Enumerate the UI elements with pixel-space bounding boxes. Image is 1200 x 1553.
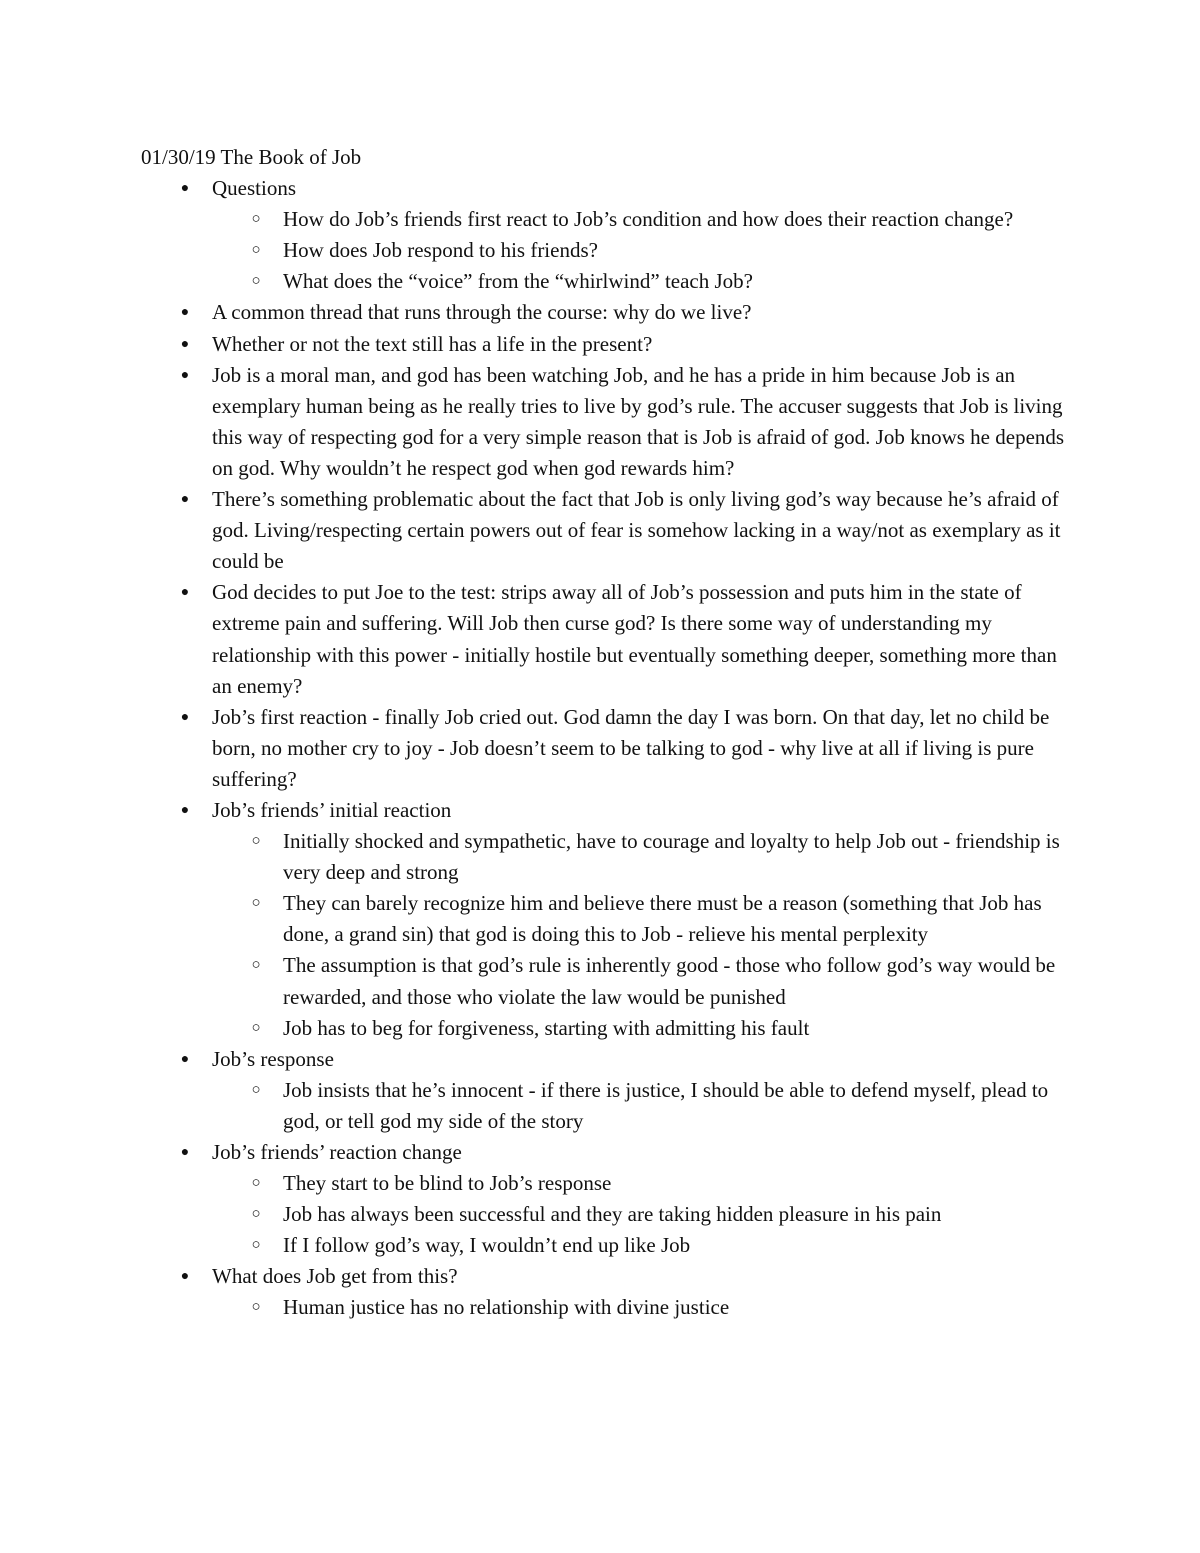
sub-outline-item xyxy=(141,1013,1071,1044)
outline-item-text: Job’s friends’ reaction change xyxy=(212,1140,462,1164)
sub-outline-item xyxy=(141,888,1071,950)
hollow-bullet-icon: ○ xyxy=(251,1175,261,1192)
sub-outline-item-text: The assumption is that god’s rule is inherently good - those who follow god’s way would be rewarded, and those who violate the law would be punished xyxy=(283,953,1056,1009)
sub-outline-item-text: What does the “voice” from the “whirlwind” teach Job? xyxy=(283,269,753,294)
sub-outline-item xyxy=(141,1075,1071,1137)
outline-item-text: A common thread that runs through the course: why do we live? xyxy=(212,300,752,325)
bullet-icon: ● xyxy=(180,305,190,321)
hollow-bullet-icon: ○ xyxy=(251,895,261,912)
sub-outline-item xyxy=(141,235,1071,266)
outline-item-text: Whether or not the text still has a life in the present? xyxy=(212,331,653,356)
outline-item xyxy=(141,1261,1071,1323)
sub-outline-item-text: Initially shocked and sympathetic, have to courage and loyalty to help Job out - friendship is very deep and strong xyxy=(283,829,1060,885)
outline-list xyxy=(141,173,1071,1323)
outline-item-text: Job is a moral man, and god has been watching Job, and he has a pride in him because Job is an exemplary human being as he really tries to live by god’s rule. The accuser suggests that Job is living this way of respecting god for a very simple reason that is Job is afraid of god. Job knows he depends on god. Why wouldn’t he respect god when god rewards him? xyxy=(212,362,1065,480)
bullet-icon: ● xyxy=(180,336,190,352)
bullet-icon: ● xyxy=(180,367,190,383)
outline-item xyxy=(141,1044,1071,1137)
sub-outline-item-text: They start to be blind to Job’s response xyxy=(283,1171,612,1196)
sub-outline-list xyxy=(141,204,1071,297)
sub-outline-item xyxy=(141,1292,1071,1323)
bullet-icon: ● xyxy=(180,802,190,818)
hollow-bullet-icon: ○ xyxy=(251,833,261,850)
outline-item xyxy=(141,577,1071,701)
bullet-icon: ● xyxy=(180,181,190,197)
outline-item xyxy=(141,329,1071,360)
bullet-icon: ● xyxy=(180,1051,190,1067)
outline-item xyxy=(141,360,1071,484)
outline-item-text: Job’s friends’ initial reaction xyxy=(212,797,452,822)
sub-outline-item-text: Human justice has no relationship with divine justice xyxy=(283,1295,730,1320)
bullet-icon: ● xyxy=(180,1269,190,1285)
bullet-icon: ● xyxy=(180,492,190,508)
hollow-bullet-icon: ○ xyxy=(251,1237,261,1254)
sub-outline-item xyxy=(141,1230,1071,1261)
outline-item xyxy=(141,702,1071,795)
page-title: 01/30/19 The Book of Job xyxy=(141,145,362,169)
bullet-icon: ● xyxy=(180,709,190,725)
outline-item-text: Job’s first reaction - finally Job cried out. God damn the day I was born. On that day, let no child be born, no mother cry to joy - Job doesn’t seem to be talking to god - why live at all if living is pure suffering? xyxy=(212,704,1050,791)
sub-outline-item xyxy=(141,950,1071,1012)
sub-outline-item-text: Job has to beg for forgiveness, starting with admitting his fault xyxy=(283,1015,810,1040)
sub-outline-item-text: If I follow god’s way, I wouldn’t end up like Job xyxy=(283,1233,691,1258)
sub-outline-item xyxy=(141,204,1071,235)
sub-outline-list xyxy=(141,826,1071,1044)
sub-outline-item xyxy=(141,826,1071,888)
outline-item xyxy=(141,1137,1071,1261)
sub-outline-list xyxy=(141,1292,1071,1323)
hollow-bullet-icon: ○ xyxy=(251,242,261,259)
hollow-bullet-icon: ○ xyxy=(251,211,261,228)
sub-outline-item-text: Job insists that he’s innocent - if there is justice, I should be able to defend myself, plead to god, or tell god my side of the story xyxy=(283,1077,1049,1133)
bullet-icon: ● xyxy=(180,585,190,601)
outline-item-text: God decides to put Joe to the test: strips away all of Job’s possession and puts him in the state of extreme pain and suffering. Will Job then curse god? Is there some way of understanding my relationship with this power - initially hostile but eventually something deeper, something more than an enemy? xyxy=(212,580,1057,698)
outline-item-text: There’s something problematic about the fact that Job is only living god’s way because he’s afraid of god. Living/respecting certain powers out of fear is somehow lacking in a way/not as exemplary as it could be xyxy=(212,487,1061,574)
hollow-bullet-icon: ○ xyxy=(251,273,261,290)
outline-item xyxy=(141,173,1071,297)
sub-outline-item-text: How does Job respond to his friends? xyxy=(283,238,598,263)
sub-outline-list xyxy=(141,1075,1071,1137)
sub-outline-item xyxy=(141,266,1071,297)
sub-outline-item-text: How do Job’s friends first react to Job’s condition and how does their reaction change? xyxy=(283,207,1014,232)
hollow-bullet-icon: ○ xyxy=(251,957,261,974)
sub-outline-item xyxy=(141,1168,1071,1199)
hollow-bullet-icon: ○ xyxy=(251,1206,261,1223)
outline-item-text: What does Job get from this? xyxy=(212,1264,458,1289)
outline-item xyxy=(141,297,1071,328)
outline-item-text: Job’s response xyxy=(212,1046,334,1071)
sub-outline-item-text: Job has always been successful and they are taking hidden pleasure in his pain xyxy=(283,1202,942,1227)
sub-outline-list xyxy=(141,1168,1071,1261)
hollow-bullet-icon: ○ xyxy=(251,1299,261,1316)
hollow-bullet-icon: ○ xyxy=(251,1019,261,1036)
hollow-bullet-icon: ○ xyxy=(251,1081,261,1098)
notes-content xyxy=(141,142,1071,1324)
sub-outline-item xyxy=(141,1199,1071,1230)
outline-item xyxy=(141,795,1071,1044)
bullet-icon: ● xyxy=(180,1145,190,1160)
sub-outline-item-text: They can barely recognize him and believe there must be a reason (something that Job has done, a grand sin) that god is doing this to Job - relieve his mental perplexity xyxy=(283,891,1042,947)
outline-item-text: Questions xyxy=(212,176,296,201)
outline-item xyxy=(141,484,1071,577)
